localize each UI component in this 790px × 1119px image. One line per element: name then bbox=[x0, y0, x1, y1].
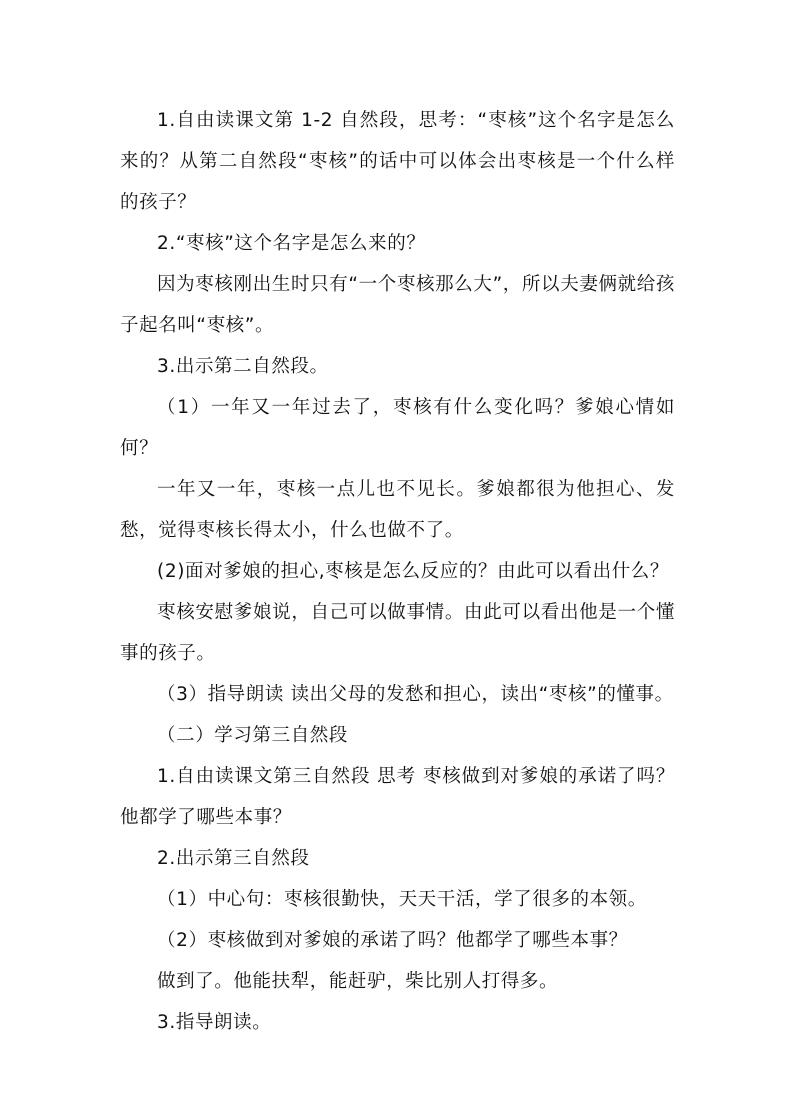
paragraph-15: 做到了。他能扶犁，能赶驴，柴比别人打得多。 bbox=[157, 971, 559, 992]
paragraph-9: （3）指导朗读 读出父母的发愁和担心，读出“枣核”的懂事。 bbox=[157, 684, 674, 705]
paragraph-13: （1）中心句：枣核很勤快，天天干活，学了很多的本领。 bbox=[157, 889, 647, 910]
paragraph-8: 枣核安慰爹娘说，自己可以做事情。由此可以看出他是一个懂事的孩子。 bbox=[120, 602, 675, 664]
paragraph-5: （1）一年又一年过去了，枣核有什么变化吗？爹娘心情如何？ bbox=[120, 397, 675, 459]
paragraph-2: 2.“枣核”这个名字是怎么来的？ bbox=[157, 233, 426, 254]
paragraph-3: 因为枣核刚出生时只有“一个枣核那么大”，所以夫妻俩就给孩子起名叫“枣核”。 bbox=[120, 274, 675, 336]
paragraph-1: 1.自由读课文第 1-2 自然段，思考：“枣核”这个名字是怎么来的？从第二自然段“枣核”的话中可以体会出枣核是一个什么样的孩子？ bbox=[120, 110, 675, 213]
paragraph-4: 3.出示第二自然段。 bbox=[157, 356, 329, 377]
section-heading: （二）学习第三自然段 bbox=[157, 725, 349, 746]
paragraph-14: （2）枣核做到对爹娘的承诺了吗？他都学了哪些本事？ bbox=[157, 930, 628, 951]
paragraph-6: 一年又一年，枣核一点儿也不见长。爹娘都很为他担心、发愁，觉得枣核长得太小，什么也做不了。 bbox=[120, 479, 675, 541]
paragraph-7: (2)面对爹娘的担心,枣核是怎么反应的？由此可以看出什么？ bbox=[157, 561, 669, 582]
paragraph-12: 2.出示第三自然段 bbox=[157, 848, 310, 869]
document-body bbox=[120, 100, 675, 1043]
paragraph-11: 1.自由读课文第三自然段 思考 枣核做到对爹娘的承诺了吗？他都学了哪些本事？ bbox=[120, 766, 675, 828]
paragraph-16: 3.指导朗读。 bbox=[157, 1012, 272, 1033]
